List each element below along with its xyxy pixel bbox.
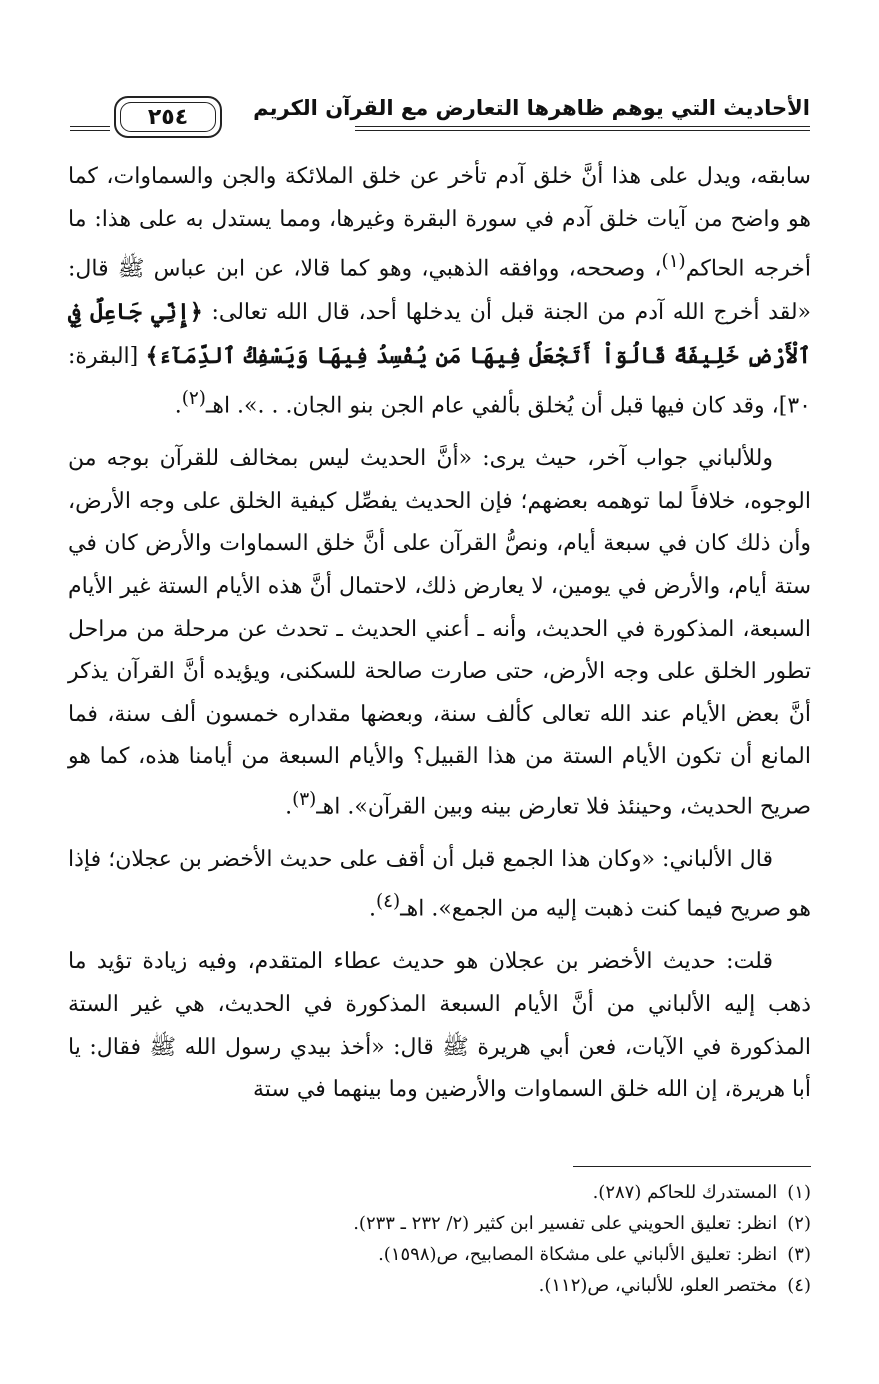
footnote-number: (٣) bbox=[787, 1244, 811, 1265]
footnotes bbox=[68, 1177, 811, 1301]
footnote-ref: (٢) bbox=[181, 388, 206, 410]
main-text bbox=[68, 156, 811, 1122]
footnote bbox=[68, 1177, 811, 1208]
footnote-number: (١) bbox=[787, 1182, 811, 1203]
paragraph bbox=[68, 839, 811, 932]
text-run: [البقرة: ٣٠]، وقد كان فيها قبل أن يُخلق بألفي عام الجن بنو الجان. . .». اهـ bbox=[68, 343, 811, 419]
page-header bbox=[70, 92, 810, 142]
running-title: الأحاديث التي يوهم ظاهرها التعارض مع القرآن الكريم bbox=[253, 96, 810, 120]
footnote-text: انظر: تعليق الألباني على مشكاة المصابيح، ص(١٥٩٨). bbox=[378, 1244, 778, 1265]
text-run: . bbox=[174, 393, 182, 419]
footnote-text: مختصر العلو، للألباني، ص(١١٢). bbox=[538, 1275, 778, 1296]
footnote bbox=[68, 1239, 811, 1270]
paragraph bbox=[68, 156, 811, 428]
footnote-ref: (٣) bbox=[292, 788, 317, 810]
footnote-text: المستدرك للحاكم (٢٨٧). bbox=[592, 1182, 778, 1203]
paragraph bbox=[68, 438, 811, 829]
page-number: ٢٥٤ bbox=[120, 102, 216, 132]
text-run: سابقه، ويدل على هذا أنَّ خلق آدم تأخر عن خلق الملائكة والجن والسماوات، كما هو واضح من آيات خلق آدم في سورة البقرة وغيرها، ومما يستدل به على هذا: ما أخرجه الحاكم bbox=[68, 164, 811, 282]
footnote-number: (٤) bbox=[787, 1275, 811, 1296]
header-rule bbox=[355, 126, 810, 131]
text-run: ، وصححه، ووافقه الذهبي، وهو كما قالا، عن ابن عباس ﷺ قال: «لقد أخرج الله آدم من الجنة قبل أن يدخلها أحد، قال الله تعالى: bbox=[68, 256, 811, 326]
footnote-separator bbox=[573, 1166, 811, 1167]
text-run: . bbox=[285, 794, 293, 820]
footnote bbox=[68, 1208, 811, 1239]
footnote-number: (٢) bbox=[787, 1213, 811, 1234]
page-number-frame bbox=[114, 96, 222, 138]
quran-verse: ﴿إِنِّي جَاعِلٌ فِي ٱلْأَرْضِ خَلِيفَةً قَالُوٓاْ أَتَجْعَلُ فِيهَا مَن يُفْسِدُ فِيهَا وَيَسْفِكُ ٱلدِّمَآءَ﴾ bbox=[68, 299, 811, 369]
text-run: وللألباني جواب آخر، حيث يرى: «أنَّ الحديث ليس بمخالف للقرآن بوجه من الوجوه، خلافاً لما توهمه بعضهم؛ فإن الحديث يفصِّل كيفية الخلق على وجه الأرض، وأن ذلك كان في سبعة أيام، ونصُّ القرآن على أنَّ خلق السماوات والأرض كان في ستة أيام، والأرض في يومين، لا يعارض ذلك، لاحتمال أنَّ هذه الأيام الستة غير الأيام السبعة، المذكورة في الحديث، وأنه ـ أعني الحديث ـ تحدث عن مرحلة من مراحل تطور الخلق على وجه الأرض، حتى صارت صالحة للسكنى، ويؤيده أنَّ القرآن يذكر أنَّ بعض الأيام عند الله تعالى كألف سنة، وبعضها مقداره خمسون ألف سنة، فما المانع أن تكون الأيام الستة من هذا القبيل؟ والأيام السبعة من أيامنا هذه، كما هو صريح الحديث، وحينئذ فلا تعارض بينه وبين القرآن». اهـ bbox=[68, 446, 811, 820]
text-run: . bbox=[369, 896, 376, 922]
paragraph bbox=[68, 941, 811, 1111]
footnote-ref: (١) bbox=[661, 251, 686, 273]
footnote-ref: (٤) bbox=[376, 891, 401, 913]
text-run: قلت: حديث الأخضر بن عجلان هو حديث عطاء المتقدم، وفيه زيادة تؤيد ما ذهب إليه الألباني من أنَّ الأيام السبعة المذكورة في الحديث، هي غير الستة المذكورة في الآيات، فعن أبي هريرة ﷺ قال: «أخذ بيدي رسول الله ﷺ فقال: يا أبا هريرة، إن الله خلق السماوات والأرضين وما بينهما في ستة bbox=[68, 949, 811, 1103]
footnote bbox=[68, 1270, 811, 1301]
text-run: قال الألباني: «وكان هذا الجمع قبل أن أقف على حديث الأخضر بن عجلان؛ فإذا هو صريح فيما كنت ذهبت إليه من الجمع». اهـ bbox=[68, 846, 811, 922]
footnote-text: انظر: تعليق الحويني على تفسير ابن كثير (٢/ ٢٣٢ ـ ٢٣٣). bbox=[353, 1213, 778, 1234]
header-rule-left bbox=[70, 126, 110, 131]
